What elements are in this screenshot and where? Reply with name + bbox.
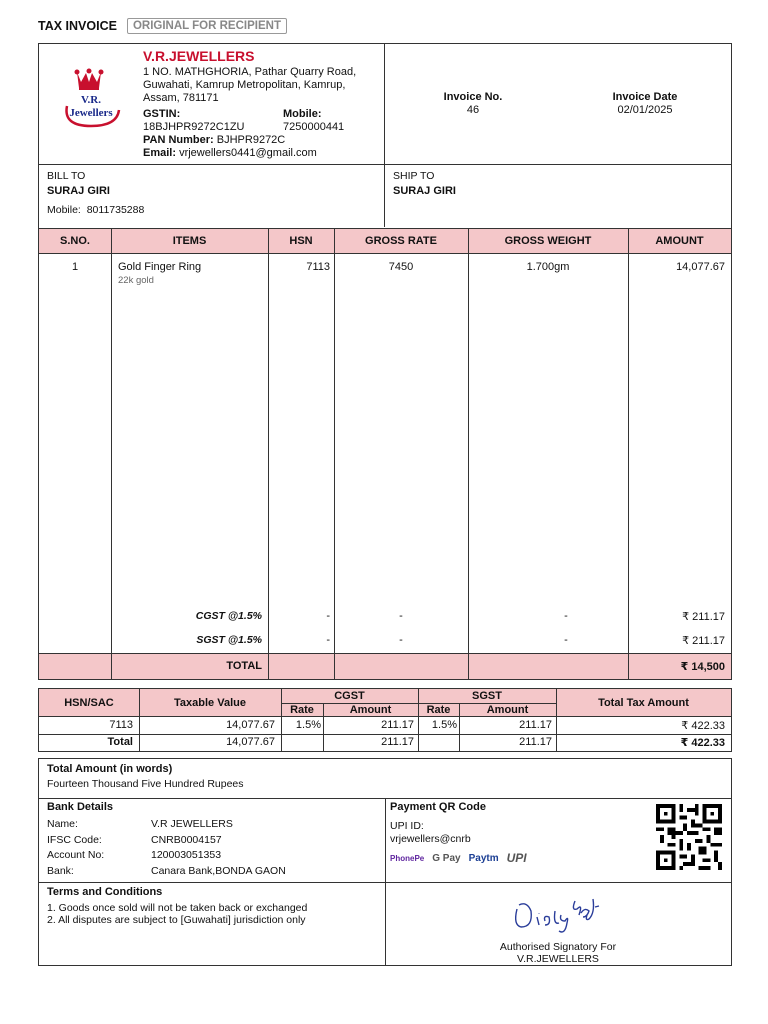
ship-to-label: SHIP TO [393, 170, 435, 182]
col-divider [385, 798, 386, 882]
sgst-rate: - [399, 634, 403, 646]
account-value: 120003051353 [151, 849, 222, 861]
pan-value: BJHPR9272C [216, 134, 286, 146]
amount-words-value: Fourteen Thousand Five Hundred Rupees [47, 778, 244, 790]
gstin-value: 18BJHPR9272C1ZU [143, 121, 245, 133]
hsn-summary-table [38, 688, 732, 752]
payment-apps [390, 851, 527, 865]
hsn-header-hsn: HSN/SAC [64, 697, 114, 709]
bank-name-label: Name: [47, 818, 78, 830]
signature-icon [509, 891, 609, 935]
hsn-total-cgst: 211.17 [381, 736, 414, 748]
sgst-amount: ₹ 211.17 [682, 635, 725, 647]
cgst-weight: - [564, 610, 568, 622]
pan-line [143, 134, 285, 146]
bill-mobile-label: Mobile: [47, 204, 81, 216]
hsn-total-label: Total [107, 736, 133, 748]
item-rate: 7450 [388, 261, 414, 273]
hsn-header-sgst: SGST [472, 690, 502, 702]
gpay-icon: G Pay [432, 852, 461, 864]
bank-label: Bank: [47, 865, 74, 877]
document-title: TAX INVOICE [38, 19, 117, 33]
invoice-date-label: Invoice Date [612, 91, 678, 103]
total-amount: ₹ 14,500 [680, 661, 725, 673]
cgst-label: CGST @1.5% [195, 610, 262, 622]
cgst-amount: ₹ 211.17 [682, 611, 725, 623]
hsn-header-sgst-amount: Amount [486, 704, 529, 716]
invoice-number: 46 [466, 104, 480, 116]
invoice-date: 02/01/2025 [617, 104, 673, 116]
email-label: Email: [143, 147, 177, 159]
hsn-header-sgst-rate: Rate [426, 704, 451, 716]
item-weight: 1.700gm [526, 261, 570, 273]
invoice-number-block [443, 91, 503, 117]
logo-line-1: V.R. [81, 94, 101, 106]
upi-icon: UPI [506, 851, 527, 865]
terms-item: 2. All disputes are subject to [Guwahati] jurisdiction only [47, 914, 306, 926]
title-row [38, 16, 287, 36]
hsn-row-total-tax: ₹ 422.33 [681, 720, 725, 732]
hsn-header-taxable: Taxable Value [174, 697, 246, 709]
hsn-row-cgst-rate: 1.5% [295, 719, 321, 731]
hsn-header-cgst-rate: Rate [290, 704, 314, 716]
bank-name-value: V.R JEWELLERS [151, 818, 233, 830]
hsn-row-sgst-rate: 1.5% [431, 719, 457, 731]
ifsc-value: CNRB0004157 [151, 834, 222, 846]
terms-item: 1. Goods once sold will not be taken back or exchanged [47, 902, 308, 914]
terms-label: Terms and Conditions [47, 886, 163, 898]
logo-line-2: Jewellers [69, 107, 113, 119]
bill-to [39, 164, 385, 227]
bill-to-label: BILL TO [47, 170, 86, 182]
pan-label: PAN Number: [143, 134, 214, 146]
bill-ship-block [38, 164, 732, 229]
item-sno: 1 [71, 261, 79, 273]
gstin-label: GSTIN: [143, 108, 181, 120]
upi-value: vrjewellers@cnrb [390, 833, 471, 845]
header-amount: AMOUNT [655, 235, 704, 247]
sgst-weight: - [564, 634, 568, 646]
mobile-col [283, 108, 344, 134]
cgst-rate: - [399, 610, 403, 622]
header-gross-weight: GROSS WEIGHT [504, 235, 592, 247]
bank-details-label: Bank Details [47, 801, 114, 813]
qr-code-icon[interactable] [655, 804, 723, 870]
seller-address: 1 NO. MATHGHORIA, Pathar Quarry Road, Guwahati, Kamrup Metropolitan, Kamrup, Assam, 781171 [143, 66, 357, 104]
bank-payment-block [38, 798, 732, 883]
mobile-label: Mobile: [283, 108, 322, 120]
original-badge: ORIGINAL FOR RECIPIENT [127, 18, 287, 34]
total-label: TOTAL [226, 660, 262, 672]
header-items: ITEMS [172, 235, 207, 247]
cgst-hsn: - [326, 610, 330, 622]
ifsc-label: IFSC Code: [47, 834, 102, 846]
hsn-row-cgst-amount: 211.17 [381, 719, 414, 731]
hsn-row-sgst-amount: 211.17 [519, 719, 552, 731]
hsn-row-taxable: 14,077.67 [226, 719, 275, 731]
hsn-header-total-tax: Total Tax Amount [598, 697, 689, 709]
sgst-label: SGST @1.5% [196, 634, 262, 646]
upi-label: UPI ID: [390, 820, 424, 832]
col-divider [268, 654, 269, 679]
terms-signature-block [38, 882, 732, 966]
amount-in-words [38, 758, 732, 799]
invoice-number-label: Invoice No. [443, 91, 503, 103]
bill-mobile-value: 8011735288 [86, 204, 145, 216]
seller-name: V.R.JEWELLERS [143, 48, 255, 64]
item-hsn: 7113 [306, 261, 330, 273]
col-divider [334, 654, 335, 679]
item-amount: 14,077.67 [676, 261, 725, 273]
bill-to-mobile [47, 204, 144, 216]
payment-qr-label: Payment QR Code [390, 801, 486, 813]
signatory-label: Authorised Signatory For [499, 941, 617, 953]
item-name: Gold Finger Ring [118, 261, 202, 273]
items-table [38, 228, 732, 680]
hsn-total-taxable: 14,077.67 [226, 736, 275, 748]
hsn-total-sgst: 211.17 [519, 736, 552, 748]
ship-to-name: SURAJ GIRI [393, 185, 456, 197]
seller-block [39, 44, 385, 164]
hsn-total-tax: ₹ 422.33 [680, 737, 725, 749]
logo-text [59, 94, 123, 120]
item-description: 22k gold [118, 275, 154, 286]
invoice-header [38, 43, 732, 165]
account-label: Account No: [47, 849, 105, 861]
hsn-row-line [39, 734, 731, 735]
email-value: vrjewellers0441@gmail.com [179, 147, 317, 159]
bank-value: Canara Bank,BONDA GAON [151, 865, 286, 877]
header-gross-rate: GROSS RATE [365, 235, 437, 247]
signatory-company: V.R.JEWELLERS [517, 953, 599, 965]
hsn-row-hsn: 7113 [109, 719, 133, 731]
email-line [143, 147, 317, 159]
amount-words-label: Total Amount (in words) [47, 763, 173, 775]
hsn-header-cgst: CGST [334, 690, 365, 702]
mobile-value: 7250000441 [283, 121, 345, 133]
paytm-icon: Paytm [468, 852, 499, 864]
sgst-hsn: - [326, 634, 330, 646]
header-hsn: HSN [289, 235, 313, 247]
bill-to-name: SURAJ GIRI [47, 185, 110, 197]
col-divider [468, 654, 469, 679]
total-row [39, 653, 731, 679]
header-sno: S.NO. [60, 235, 90, 247]
hsn-header-cgst-amount: Amount [349, 704, 392, 716]
phonepe-icon: PhonePe [390, 853, 425, 863]
gstin-col [143, 108, 245, 134]
invoice-date-block [605, 91, 685, 117]
